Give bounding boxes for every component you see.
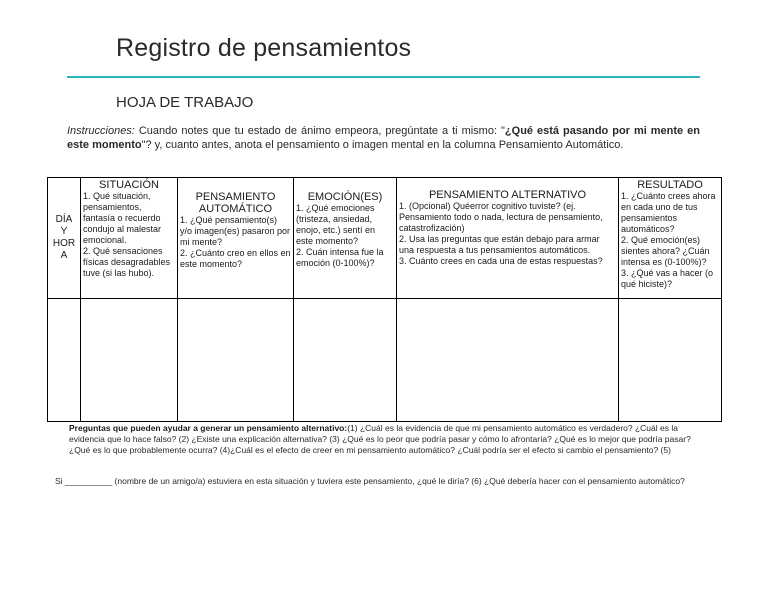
alternativo-line: 3. Cuánto crees en cada una de estas respuestas? <box>399 256 603 266</box>
entry-cell-resultado[interactable] <box>619 299 722 422</box>
situacion-line: 1. Qué situación, pensamientos, fantasía o recuerdo condujo al malestar emocional. <box>83 191 162 245</box>
alternativo-header: PENSAMIENTO ALTERNATIVO <box>428 189 587 201</box>
helper-questions-text: (1) ¿Cuál es la evidencia de que mi pensamiento automático es verdadero? ¿Cuál es la evidencia que lo hace falso? (2) ¿Existe una explicación alternativa? (3) ¿Qué es lo peor que podría pasar y cómo lo afrontaría? ¿Qué es lo mejor que podría pasar? ¿Qué es lo que probablemente ocurra? (4)¿Cuál es el efecto de creer en mi pensamiento automático? ¿Cuál podría ser el efecto si cambio el pensamiento? (5) <box>69 423 691 455</box>
resultado-header: RESULTADO <box>637 179 703 191</box>
header-emocion <box>294 178 397 299</box>
pensamiento-line: 1. ¿Qué pensamiento(s) y/o imagen(es) pasaron por mi mente? <box>180 215 291 247</box>
pensamiento-line: 2. ¿Cuánto creo en ellos en este momento? <box>180 248 291 269</box>
emocion-line: 2. Cuán intensa fue la emoción (0-100%)? <box>296 247 384 268</box>
resultado-line: 2. Qué emoción(es) sientes ahora? ¿Cuán intensa es (0-100%)? <box>621 235 710 267</box>
entry-cell-situacion[interactable] <box>81 299 178 422</box>
header-row <box>48 178 722 299</box>
resultado-line: 3. ¿Qué vas a hacer (o qué hiciste)? <box>621 268 714 289</box>
header-situacion <box>81 178 178 299</box>
emocion-header: EMOCIÓN(ES) <box>307 191 383 203</box>
situacion-line: 2. Qué sensaciones físicas desagradables tuve (si las hubo). <box>83 246 171 278</box>
header-pensamiento <box>178 178 294 299</box>
header-resultado <box>619 178 722 299</box>
dia-hora-line: DÍA <box>55 214 73 225</box>
page-title: Registro de pensamientos <box>116 34 412 62</box>
helper-questions <box>69 423 701 456</box>
emocion-line: 1. ¿Qué emociones (tristeza, ansiedad, enojo, etc.) sentí en este momento? <box>296 203 376 246</box>
entry-cell-dia-hora[interactable] <box>48 299 81 422</box>
worksheet-subtitle: HOJA DE TRABAJO <box>116 94 254 111</box>
instructions-text-2: "? y, cuanto antes, anota el pensamiento o imagen mental en la columna Pensamiento Automático. <box>141 139 624 151</box>
alternativo-line: 1. (Opcional) Quéerror cognitivo tuviste? (ej. Pensamiento todo o nada, lectura de pensamiento, catastrofización) <box>399 201 603 233</box>
instructions-label: Instrucciones: <box>67 125 135 137</box>
instructions-question: ¿Qué está pasando por mi mente en este momento <box>67 125 700 151</box>
header-dia-hora <box>48 178 81 299</box>
dia-hora-line: HOR <box>52 238 76 249</box>
pensamiento-header: PENSAMIENTO AUTOMÁTICO <box>195 191 276 215</box>
instructions <box>67 124 700 152</box>
header-alternativo <box>397 178 619 299</box>
alternativo-line: 2. Usa las preguntas que están debajo para armar una respuesta a tus pensamientos automáticos. <box>399 234 600 255</box>
friend-question: Si __________ (nombre de un amigo/a) estuviera en esta situación y tuviera este pensamiento, ¿qué le diría? (6) ¿Qué debería hacer con el pensamiento automático? <box>55 476 685 486</box>
instructions-text-1: Cuando notes que tu estado de ánimo empeora, pregúntate a ti mismo: " <box>134 125 505 137</box>
title-divider <box>67 76 700 78</box>
situacion-header: SITUACIÓN <box>99 179 159 191</box>
entry-cell-alternativo[interactable] <box>397 299 619 422</box>
entry-cell-pensamiento[interactable] <box>178 299 294 422</box>
helper-questions-label: Preguntas que pueden ayudar a generar un pensamiento alternativo: <box>69 423 348 433</box>
dia-hora-line: Y <box>60 226 68 237</box>
dia-hora-line: A <box>60 250 68 261</box>
entry-cell-emocion[interactable] <box>294 299 397 422</box>
entry-row <box>48 299 722 422</box>
resultado-line: 1. ¿Cuánto crees ahora en cada uno de tus pensamientos automáticos? <box>621 191 716 234</box>
thought-record-table <box>47 177 722 422</box>
